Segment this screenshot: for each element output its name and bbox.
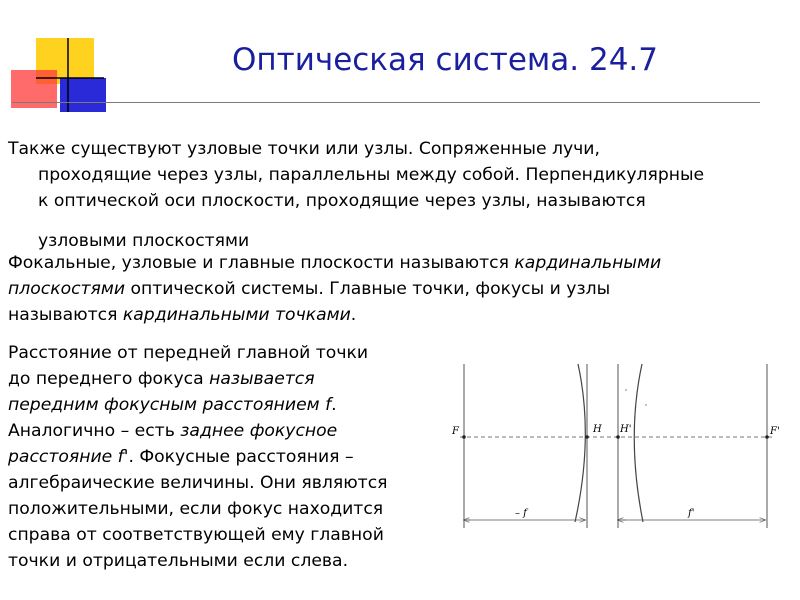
text-line: Фокальные, узловые и главные плоскости называются кардинальными <box>8 253 662 273</box>
text-line: Аналогично – есть заднее фокусное <box>8 421 338 441</box>
lens-back-surface <box>634 364 643 522</box>
paragraph-nodal-points <box>8 136 704 254</box>
text-line: плоскостями оптической системы. Главные точки, фокусы и узлы <box>8 279 611 299</box>
label-H: H <box>593 424 602 435</box>
label-H-prime: H' <box>620 424 632 435</box>
label-minus-f: – f <box>515 508 527 519</box>
text-line: расстояние f'. Фокусные расстояния – <box>8 447 354 467</box>
slide-title: Оптическая система. 24.7 <box>232 42 659 78</box>
title-divider <box>12 102 760 103</box>
lens-front-surface <box>575 364 585 522</box>
paragraph-focal-distance <box>8 340 388 574</box>
tiny-mark <box>645 404 646 405</box>
tiny-mark <box>625 389 626 390</box>
text-line: справа от соответствующей ему главной <box>8 525 384 545</box>
text-line: точки и отрицательными если слева. <box>8 551 349 571</box>
text-line: алгебраические величины. Они являются <box>8 473 388 493</box>
text-line: к оптической оси плоскости, проходящие через узлы, называются <box>38 191 646 211</box>
text-line: передним фокусным расстоянием f. <box>8 395 337 415</box>
text-line: до переднего фокуса называется <box>8 369 315 389</box>
label-F: F <box>452 426 459 437</box>
text-line: Также существуют узловые точки или узлы. Сопряженные лучи, <box>8 139 600 159</box>
point-H-prime <box>616 435 620 439</box>
label-f-prime: f' <box>688 508 695 519</box>
paragraph-cardinal-planes <box>8 250 661 328</box>
point-F <box>462 435 466 439</box>
label-F-prime: F' <box>770 426 780 437</box>
optics-diagram <box>450 350 785 540</box>
logo-blue-square <box>60 78 106 112</box>
text-line: положительными, если фокус находится <box>8 499 384 519</box>
point-H <box>585 435 589 439</box>
text-line: узловыми плоскостями <box>38 231 250 251</box>
slide-logo <box>0 0 110 115</box>
point-F-prime <box>765 435 769 439</box>
text-line: Расстояние от передней главной точки <box>8 343 369 363</box>
text-line: называются кардинальными точками. <box>8 305 357 325</box>
text-line: проходящие через узлы, параллельны между собой. Перпендикулярные <box>38 165 705 185</box>
